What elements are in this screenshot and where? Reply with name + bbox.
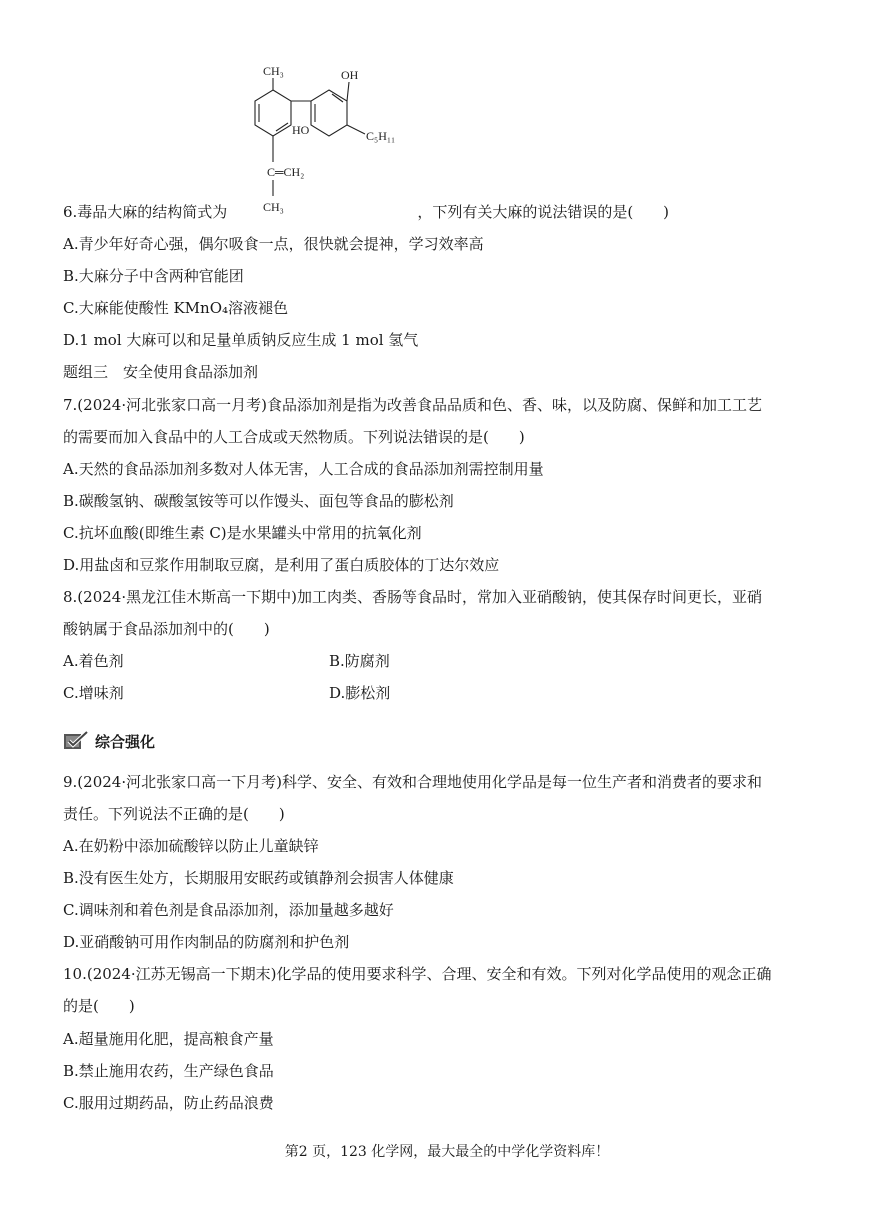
q9-stem-line1: 9.(2024·河北张家口高一下月考)科学、安全、有效和合理地使用化学品是每一位生产者和消费者的要求和: [63, 773, 762, 791]
q6-option-d: D.1 mol 大麻可以和足量单质钠反应生成 1 mol 氢气: [63, 331, 419, 349]
q10-option-c: C.服用过期药品，防止药品浪费: [63, 1094, 274, 1112]
q7-option-a: A.天然的食品添加剂多数对人体无害，人工合成的食品添加剂需控制用量: [63, 460, 544, 478]
group3-heading: 题组三 安全使用食品添加剂: [63, 363, 259, 381]
label-ho-mid: HO: [292, 123, 310, 137]
q8-option-c: C.增味剂: [63, 684, 124, 702]
q8-option-d: D.膨松剂: [329, 684, 391, 702]
q10-option-a: A.超量施用化肥，提高粮食产量: [63, 1030, 274, 1048]
label-c-eq-ch2: C═CH₂: [267, 165, 305, 179]
section-title: 综合强化: [95, 732, 156, 751]
q9-option-c: C.调味剂和着色剂是食品添加剂，添加量越多越好: [63, 901, 394, 919]
q7-option-c: C.抗坏血酸(即维生素 C)是水果罐头中常用的抗氧化剂: [63, 524, 422, 542]
q6-stem-suffix: ，下列有关大麻的说法错误的是( ): [417, 203, 670, 221]
q8-stem-line2: 酸钠属于食品添加剂中的( ): [63, 620, 270, 638]
label-oh-top: OH: [341, 68, 359, 82]
q6-option-a: A.青少年好奇心强，偶尔吸食一点，很快就会提神，学习效率高: [63, 235, 484, 253]
label-c5h11: C₅H₁₁: [366, 129, 396, 143]
checklist-icon: [63, 731, 89, 751]
q9-option-a: A.在奶粉中添加硫酸锌以防止儿童缺锌: [63, 837, 319, 855]
q8-stem-line1: 8.(2024·黑龙江佳木斯高一下期中)加工肉类、香肠等食品时，常加入亚硝酸钠，使其保存时间更长，亚硝: [63, 588, 762, 606]
q6-option-c: C.大麻能使酸性 KMnO₄溶液褪色: [63, 299, 289, 317]
section-heading: [63, 730, 155, 752]
q6-option-b: B.大麻分子中含两种官能团: [63, 267, 244, 285]
q10-option-b: B.禁止施用农药，生产绿色食品: [63, 1062, 274, 1080]
cannabis-structure-diagram: [245, 56, 435, 222]
q7-stem-line1: 7.(2024·河北张家口高一月考)食品添加剂是指为改善食品品质和色、香、味，以及防腐、保鲜和加工工艺: [63, 396, 762, 414]
q9-option-b: B.没有医生处方，长期服用安眠药或镇静剂会损害人体健康: [63, 869, 454, 887]
q6-stem: [63, 202, 669, 222]
page-footer: 第2 页，123 化学网，最大最全的中学化学资料库！: [284, 1144, 610, 1160]
q7-option-d: D.用盐卤和豆浆作用制取豆腐，是利用了蛋白质胶体的丁达尔效应: [63, 556, 500, 574]
q9-option-d: D.亚硝酸钠可用作肉制品的防腐剂和护色剂: [63, 933, 350, 951]
q10-stem-line2: 的是( ): [63, 997, 135, 1015]
q10-stem-line1: 10.(2024·江苏无锡高一下期末)化学品的使用要求科学、合理、安全和有效。下列对化学品使用的观念正确: [63, 965, 772, 983]
q6-stem-prefix: 6.毒品大麻的结构简式为: [63, 203, 228, 221]
q9-stem-line2: 责任。下列说法不正确的是( ): [63, 805, 285, 823]
label-ch3-bottom: CH₃: [263, 200, 284, 214]
q8-option-b: B.防腐剂: [329, 652, 390, 670]
label-ch3-top: CH₃: [263, 64, 284, 78]
q8-option-a: A.着色剂: [63, 652, 124, 670]
q7-stem-line2: 的需要而加入食品中的人工合成或天然物质。下列说法错误的是( ): [63, 428, 525, 446]
q7-option-b: B.碳酸氢钠、碳酸氢铵等可以作馒头、面包等食品的膨松剂: [63, 492, 454, 510]
